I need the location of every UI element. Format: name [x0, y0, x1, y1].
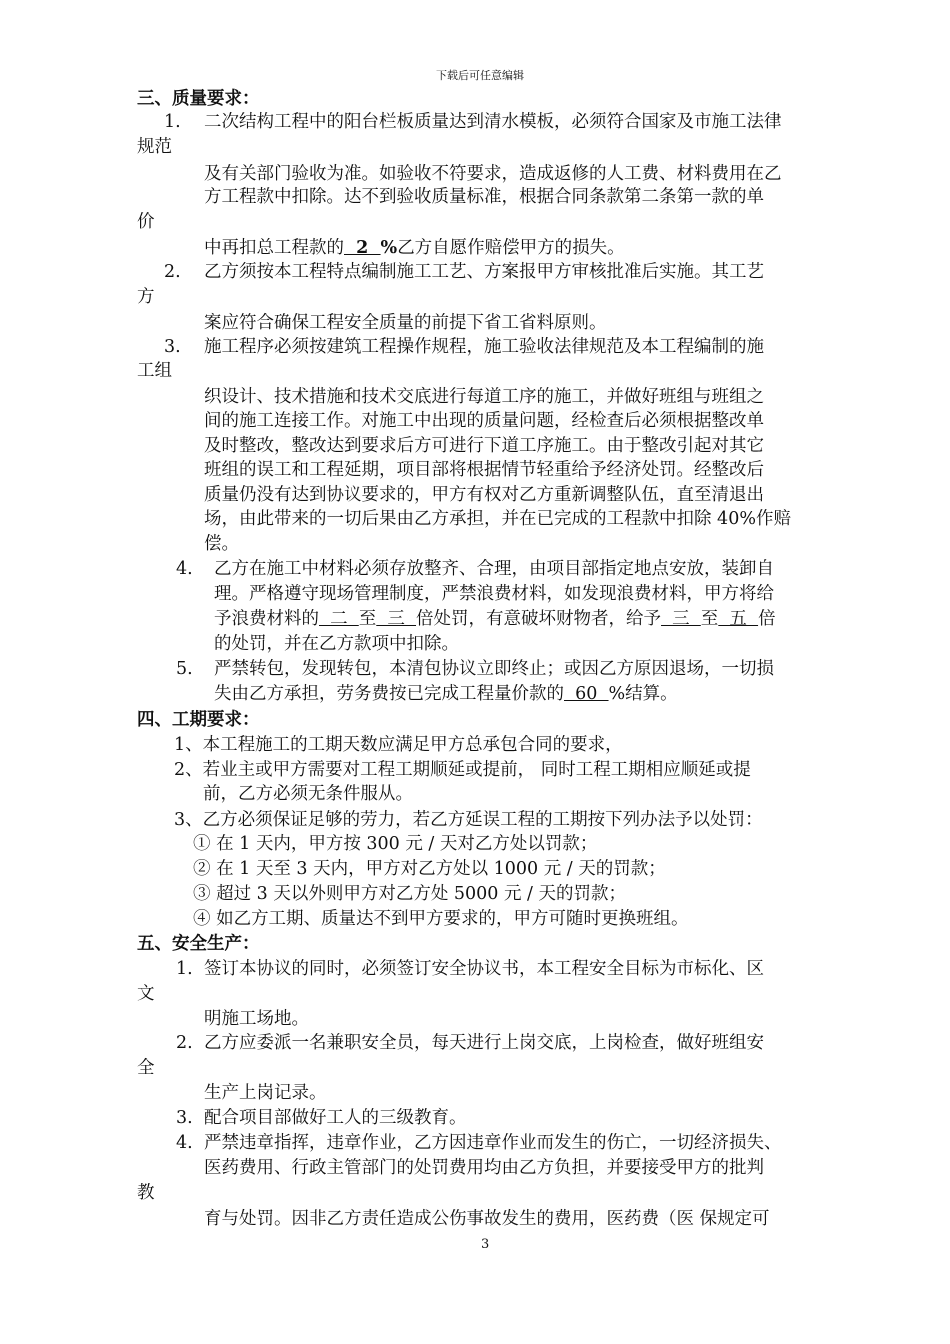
- paragraph-line: 严禁转包，发现转包，本清包协议立即终止；或因乙方原因退场，一切损: [214, 659, 774, 679]
- penalty-percent-value: 2: [344, 238, 381, 258]
- section-title-safety: 五、安全生产：: [137, 934, 260, 954]
- paragraph-line: 及时整改，整改达到要求后方可进行下道工序施工。由于整改引起对其它: [204, 436, 764, 456]
- penalty-rule: ① 在 1 天内，甲方按 300 元 / 天对乙方处以罚款；: [193, 834, 598, 854]
- paragraph-line: 明施工场地。: [204, 1009, 309, 1029]
- paragraph-line: 乙方应委派一名兼职安全员，每天进行上岗交底，上岗检查，做好班组安: [204, 1033, 764, 1053]
- paragraph-line: 育与处罚。因非乙方责任造成公伤事故发生的费用，医药费（医 保规定可: [204, 1209, 770, 1229]
- paragraph-line: 前，乙方必须无条件服从。: [203, 784, 413, 804]
- settlement-percent-value: 60: [564, 684, 609, 704]
- penalty-min-multiplier: 二: [319, 609, 359, 629]
- paragraph-line: 理。严格遵守现场管理制度，严禁浪费材料，如发现浪费材料，甲方将给: [214, 584, 774, 604]
- paragraph-line: 价: [137, 212, 155, 232]
- section-title-schedule: 四、工期要求：: [137, 710, 260, 730]
- text-run: %结算。: [608, 684, 678, 704]
- paragraph-line: 的处罚，并在乙方款项中扣除。: [214, 634, 459, 654]
- paragraph-line: 签订本协议的同时，必须签订安全协议书，本工程安全目标为市标化、区: [204, 959, 764, 979]
- paragraph-line: 施工程序必须按建筑工程操作规程，施工验收法律规范及本工程编制的施: [204, 337, 764, 357]
- paragraph-line: 教: [137, 1183, 155, 1203]
- damage-min-multiplier: 三: [661, 609, 701, 629]
- paragraph-line: 及有关部门验收为准。如验收不符要求，造成返修的人工费、材料费用在乙: [204, 164, 782, 184]
- paragraph-line: 质量仍没有达到协议要求的，甲方有权对乙方重新调整队伍，直至清退出: [204, 485, 764, 505]
- paragraph-line: 乙方在施工中材料必须存放整齐、合理，由项目部指定地点安放，装卸自: [214, 559, 774, 579]
- section-title-quality: 三、质量要求：: [137, 89, 260, 109]
- paragraph-line: 方工程款中扣除。达不到验收质量标准，根据合同条款第二条第一款的单: [204, 187, 764, 207]
- paragraph-line: 二次结构工程中的阳台栏板质量达到清水模板，必须符合国家及市施工法律: [204, 112, 782, 132]
- damage-max-multiplier: 五: [718, 609, 759, 629]
- list-number: 2.: [176, 1033, 193, 1053]
- paragraph-line: 2、若业主或甲方需要对工程工期顺延或提前， 同时工程工期相应顺延或提: [174, 760, 751, 780]
- paragraph-line: 全: [137, 1058, 155, 1078]
- paragraph-line: 方: [137, 287, 155, 307]
- list-number: 1.: [176, 959, 193, 979]
- paragraph-line: 场，由此带来的一切后果由乙方承担，并在已完成的工程款中扣除 40%作赔: [204, 509, 791, 529]
- text-run: 至: [700, 609, 719, 629]
- penalty-max-multiplier: 三: [376, 609, 417, 629]
- paragraph-line: [214, 682, 678, 706]
- text-run: 失由乙方承担，劳务费按已完成工程量价款的: [214, 684, 564, 704]
- list-number: 2.: [164, 262, 181, 282]
- list-number: 3.: [176, 1108, 193, 1128]
- paragraph-line: 工组: [137, 361, 172, 381]
- text-run: 乙方自愿作赔偿甲方的损失。: [397, 238, 625, 258]
- paragraph-line: 3、乙方必须保证足够的劳力，若乙方延误工程的工期按下列办法予以处罚：: [174, 810, 763, 830]
- paragraph-line: 1、本工程施工的工期天数应满足甲方总承包合同的要求，: [174, 735, 623, 755]
- paragraph-line: 规范: [137, 137, 172, 157]
- text-run: 中再扣总工程款的: [204, 238, 344, 258]
- list-number: 5.: [176, 659, 193, 679]
- paragraph-line: [214, 607, 776, 631]
- paragraph-line: 乙方须按本工程特点编制施工工艺、方案报甲方审核批准后实施。其工艺: [204, 262, 764, 282]
- list-number: 4.: [176, 1133, 193, 1153]
- penalty-rule: ④ 如乙方工期、质量达不到甲方要求的，甲方可随时更换班组。: [193, 909, 689, 929]
- page-header: 下载后可任意编辑: [436, 69, 524, 82]
- text-run: 倍处罚，有意破坏财物者，给予: [416, 609, 662, 629]
- penalty-rule: ② 在 1 天至 3 天内，甲方对乙方处以 1000 元 / 天的罚款；: [193, 859, 666, 879]
- paragraph-line: 严禁违章指挥，违章作业，乙方因违章作业而发生的伤亡，一切经济损失、: [204, 1133, 782, 1153]
- paragraph-line: 文: [137, 984, 155, 1004]
- percent-sign: %: [380, 238, 398, 258]
- paragraph-line: 配合项目部做好工人的三级教育。: [204, 1108, 467, 1128]
- penalty-rule: ③ 超过 3 天以外则甲方对乙方处 5000 元 / 天的罚款；: [193, 884, 627, 904]
- text-run: 予浪费材料的: [214, 609, 319, 629]
- page-number: 3: [481, 1237, 490, 1252]
- text-run: 至: [358, 609, 377, 629]
- paragraph-line: 织设计、技术措施和技术交底进行每道工序的施工，并做好班组与班组之: [204, 387, 764, 407]
- paragraph-line: [204, 236, 625, 260]
- list-number: 1.: [164, 112, 181, 132]
- paragraph-line: 案应符合确保工程安全质量的前提下省工省料原则。: [204, 313, 607, 333]
- paragraph-line: 班组的误工和工程延期，项目部将根据情节轻重给予经济处罚。经整改后: [204, 460, 764, 480]
- paragraph-line: 医药费用、行政主管部门的处罚费用均由乙方负担，并要接受甲方的批判: [204, 1158, 764, 1178]
- paragraph-line: 生产上岗记录。: [204, 1083, 327, 1103]
- paragraph-line: 间的施工连接工作。对施工中出现的质量问题，经检查后必须根据整改单: [204, 411, 764, 431]
- list-number: 4.: [176, 559, 193, 579]
- paragraph-line: 偿。: [204, 534, 239, 554]
- text-run: 倍: [758, 609, 776, 629]
- list-number: 3.: [164, 337, 181, 357]
